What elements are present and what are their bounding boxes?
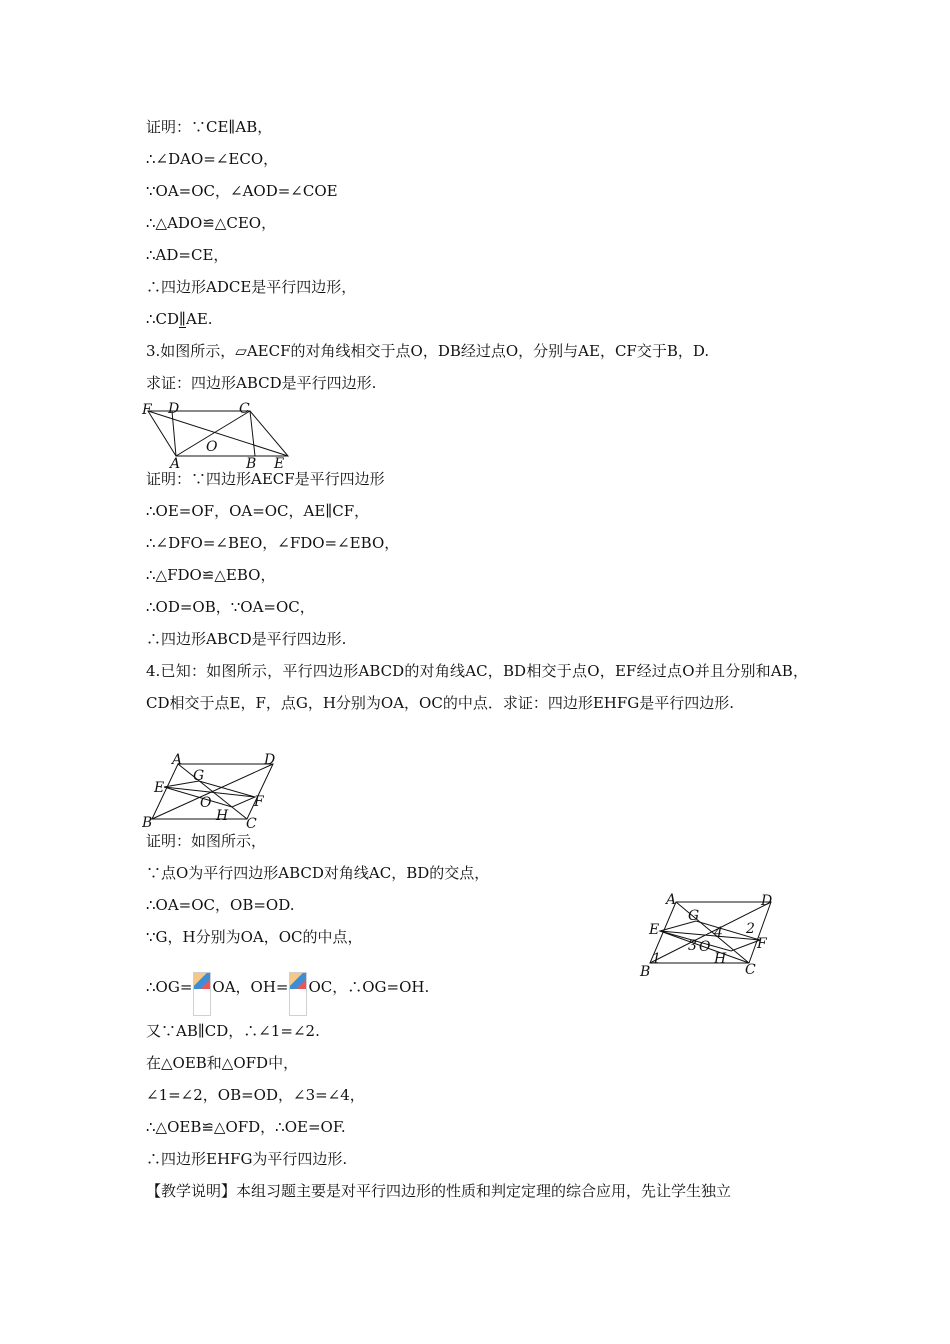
- label-A: A: [666, 892, 677, 908]
- proof-line-cd: [146, 309, 213, 329]
- label-num-1: 1: [652, 951, 661, 967]
- fraction-image-placeholder: [289, 972, 307, 1016]
- label-C: C: [239, 401, 250, 417]
- label-C: C: [246, 816, 257, 830]
- proof-line: ∴四边形ADCE是平行四边形，: [146, 278, 357, 296]
- proof-line: ∴∠DFO=∠BEO，∠FDO=∠EBO，: [146, 534, 400, 552]
- label-num-2: 2: [746, 921, 755, 937]
- label-A: A: [172, 752, 183, 768]
- proof-line: 证明：∵四边形AECF是平行四边形: [146, 470, 385, 488]
- problem4-statement: 4.已知：如图所示，平行四边形ABCD的对角线AC，BD相交于点O，EF经过点O并且分别和AB，CD相交于点E，F，点G，H分别为OA，OC的中点．求证：四边形EHFG是平行四边形.: [146, 662, 808, 712]
- proof-line: ∴OA=OC，OB=OD.: [146, 896, 295, 914]
- label-O: O: [200, 795, 212, 811]
- proof-line: ∴四边形EHFG为平行四边形.: [146, 1150, 348, 1168]
- cd-suffix: AE.: [185, 310, 213, 328]
- label-E: E: [274, 456, 285, 470]
- label-num-4: 4: [714, 925, 723, 941]
- label-O: O: [206, 439, 218, 455]
- teaching-note: 【教学说明】本组习题主要是对平行四边形的性质和判定定理的综合应用，先让学生独立: [146, 1182, 732, 1200]
- proof-line: ∴△ADO≌△CEO，: [146, 214, 277, 232]
- proof-line: ∴OE=OF，OA=OC，AE∥CF，: [146, 502, 370, 520]
- problem3-figure: [140, 400, 290, 470]
- label-G: G: [688, 908, 700, 924]
- proof-line: ∵G，H分别为OA，OC的中点，: [146, 928, 363, 946]
- proof-line: ∴△FDO≌△EBO，: [146, 566, 276, 584]
- label-H: H: [216, 808, 229, 824]
- label-B: B: [640, 964, 651, 980]
- label-G: G: [193, 768, 205, 784]
- label-B: B: [246, 456, 257, 470]
- proof-line: ∴∠DAO=∠ECO，: [146, 150, 279, 168]
- label-B: B: [142, 815, 153, 830]
- label-E: E: [649, 922, 660, 938]
- proof-line: 证明：如图所示，: [146, 832, 267, 850]
- label-D: D: [761, 893, 773, 909]
- proof-line: ∵点O为平行四边形ABCD对角线AC，BD的交点，: [146, 864, 490, 882]
- label-A: A: [170, 456, 181, 470]
- proof-line: 在△OEB和△OFD中，: [146, 1054, 299, 1072]
- label-E: E: [154, 780, 165, 796]
- cd-prefix: ∴CD: [146, 310, 180, 328]
- proof-line: ∴△OEB≌△OFD，∴OE=OF.: [146, 1118, 346, 1136]
- label-O: O: [699, 939, 711, 955]
- label-D: D: [168, 401, 180, 417]
- proof-line: ∴AD=CE，: [146, 246, 229, 264]
- fraction-image-placeholder: [193, 972, 211, 1016]
- problem3-statement: 3.如图所示，▱AECF的对角线相交于点O，DB经过点O，分别与AE，CF交于B，D.: [146, 342, 710, 360]
- proof-line: 又∵AB∥CD，∴∠1=∠2.: [146, 1022, 320, 1040]
- problem3-prove: 求证：四边形ABCD是平行四边形.: [146, 374, 377, 392]
- proof-line: ∵OA=OC，∠AOD=∠COE: [146, 182, 338, 200]
- parallel-equal-symbol: ∥: [179, 310, 186, 328]
- label-H: H: [714, 951, 727, 967]
- label-D: D: [264, 752, 276, 768]
- problem4-figure-labeled: [636, 888, 786, 980]
- label-F: F: [142, 402, 152, 418]
- problem4-figure: [142, 750, 282, 830]
- proof-line: ∴四边形ABCD是平行四边形.: [146, 630, 347, 648]
- proof-line-og: ∴OG= OA，OH= OC，∴OG=OH.: [146, 972, 429, 1016]
- proof-line: ∠1=∠2，OB=OD，∠3=∠4，: [146, 1086, 365, 1104]
- label-F: F: [254, 794, 264, 810]
- proof-line: 证明：∵CE∥AB，: [146, 118, 273, 136]
- proof-line: ∴OD=OB，∵OA=OC，: [146, 598, 315, 616]
- label-C: C: [745, 962, 756, 978]
- label-num-3: 3: [688, 938, 697, 954]
- label-F: F: [757, 936, 767, 952]
